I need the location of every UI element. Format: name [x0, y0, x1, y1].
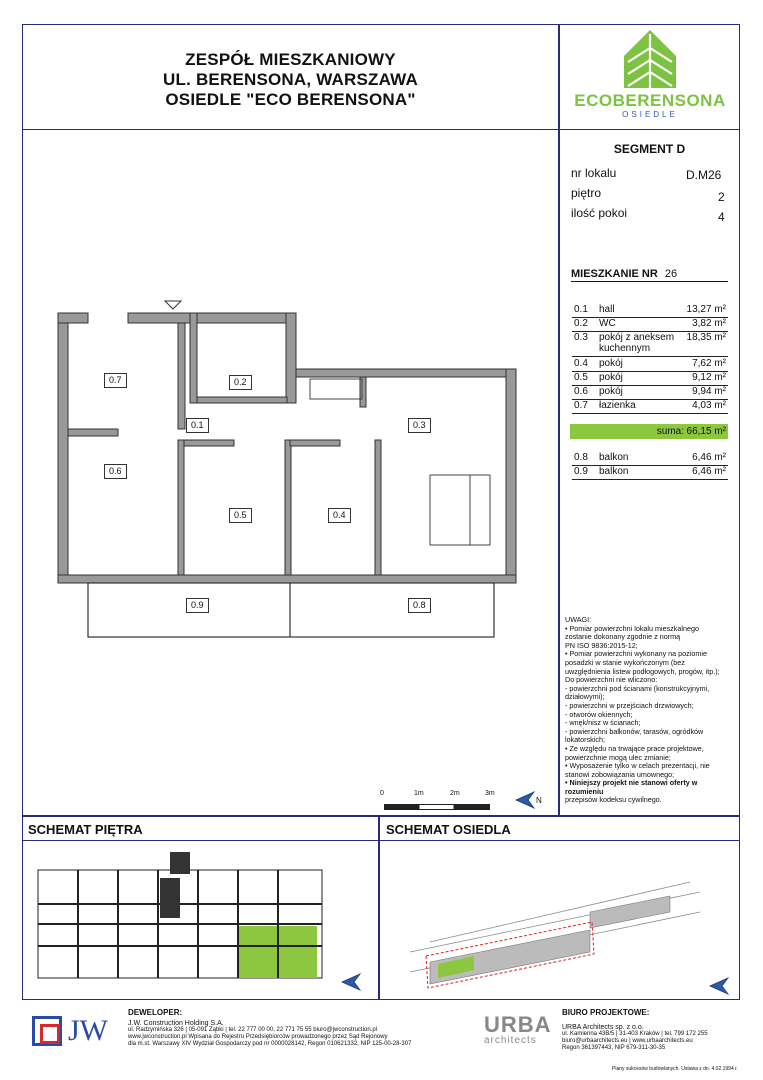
title-line-1: ZESPÓŁ MIESZKANIOWY — [185, 50, 396, 69]
room-area: 7,62 m² — [692, 358, 726, 369]
balcony-name: balkon — [599, 452, 629, 463]
office-label: BIURO PROJEKTOWE: — [562, 1008, 650, 1017]
field-floor-value: 2 — [718, 190, 725, 204]
title-line-2: UL. BERENSONA, WARSZAWA — [163, 70, 418, 89]
scale-tick-0: 0 — [380, 790, 384, 797]
notes-line: • Niniejszy projekt nie stanowi oferty w rozumieniu — [565, 778, 698, 796]
jw-logo-emblem — [32, 1016, 62, 1046]
page-title — [22, 50, 559, 110]
notes-line: - otworów okiennych; — [565, 709, 633, 719]
room-area: 18,35 m² — [686, 332, 726, 343]
notes-line: • Ze względu na trwające prace projektowe, — [565, 743, 704, 753]
room-area: 13,27 m² — [686, 304, 726, 315]
room-area: 3,82 m² — [692, 318, 726, 329]
room-label: 0.6 — [104, 464, 127, 479]
balcony-area: 6,46 m² — [692, 452, 726, 463]
notes-line: zostanie dokonany zgodnie z normą — [565, 632, 681, 642]
room-row — [572, 332, 728, 357]
office-info — [562, 1024, 752, 1052]
apartment-label: MIESZKANIE NR — [571, 268, 658, 280]
notes-line: przepisów kodeksu cywilnego. — [565, 795, 662, 805]
field-lot-label: nr lokalu — [571, 166, 617, 180]
room-area: 9,12 m² — [692, 372, 726, 383]
room-label: 0.1 — [186, 418, 209, 433]
scale-tick-3: 3m — [485, 790, 495, 797]
urba-logo-text: URBA — [484, 1012, 552, 1037]
room-number: 0.1 — [574, 304, 588, 315]
estate-schema — [390, 852, 730, 992]
scale-tick-2: 2m — [450, 790, 460, 797]
sum-value: 66,15 m² — [686, 426, 726, 437]
room-area: 4,03 m² — [692, 400, 726, 411]
notes-line: - wnęk/nisz w ścianach; — [565, 718, 641, 728]
leaf-icon — [566, 28, 734, 90]
developer-line: J.W. Construction Holding S.A. — [128, 1020, 224, 1027]
room-name: pokój — [599, 372, 623, 383]
notes-line: • Pomiar powierzchni wykonany na poziomie — [565, 649, 707, 659]
notes-line: Do powierzchni nie wliczono: — [565, 675, 658, 685]
urba-logo — [484, 1012, 554, 1046]
scale-bar — [382, 800, 492, 812]
room-row — [572, 318, 728, 332]
notes-line: lokatorskich; — [565, 735, 605, 745]
notes-line: stanowi zobowiązania umownego; — [565, 769, 675, 779]
notes-line: działowymi); — [565, 692, 605, 702]
room-label: 0.4 — [328, 508, 351, 523]
apartment-number: 26 — [664, 268, 678, 280]
room-number: 0.3 — [574, 332, 588, 343]
segment-title: SEGMENT D — [613, 142, 686, 156]
room-name: pokój — [599, 386, 623, 397]
developer-info — [128, 1020, 478, 1048]
room-label: 0.7 — [104, 373, 127, 388]
room-row — [572, 358, 728, 372]
balcony-number: 0.8 — [574, 452, 588, 463]
title-line-3: OSIEDLE "ECO BERENSONA" — [165, 90, 416, 109]
estate-schema-divider — [379, 840, 740, 841]
room-name: pokój z aneksem — [599, 332, 675, 343]
notes-line: • Pomiar powierzchni lokalu mieszkalnego — [565, 623, 699, 633]
eco-logo — [566, 28, 734, 126]
bottom-note: Plany sukcesów budowlanych. Ustawa z dn. 4.02.1994 r. — [612, 1066, 738, 1072]
floor-schema — [32, 848, 328, 988]
apartment-heading — [571, 268, 728, 282]
sum-bar — [570, 424, 728, 439]
room-area: 9,94 m² — [692, 386, 726, 397]
developer-label: DEWELOPER: — [128, 1008, 183, 1017]
notes-line: - powierzchni w przejściach drzwiowych; — [565, 700, 694, 710]
balcony-name: balkon — [599, 466, 629, 477]
notes-line: PN ISO 9836:2015-12; — [565, 640, 638, 650]
balcony-row — [572, 452, 728, 466]
notes-line: - powierzchni pod ścianami (konstrukcyjnymi, — [565, 683, 710, 693]
office-line: biuro@urbaarchitects.eu | www.urbaarchitects.eu — [562, 1038, 693, 1044]
developer-line: ul. Radzymińska 326 | 05-091 Ząbki | tel. 22 777 00 00, 22 771 75 55 biuro@jwconstruction.pl — [128, 1027, 378, 1033]
developer-line: dla m.st. Warszawy XIV Wydział Gospodarczy pod nr 0000028142, Regon 010621332, NIP 125-00-28-307 — [128, 1041, 412, 1047]
notes-line: • Wyposażenie tylko w celach prezentacji, nie — [565, 761, 710, 771]
logo-text: ECOBERENSONA — [574, 91, 726, 110]
room-number: 0.7 — [574, 400, 588, 411]
room-number: 0.2 — [574, 318, 588, 329]
jw-logo — [32, 1014, 110, 1050]
floor-schema-divider — [22, 840, 379, 841]
estate-schema-title: SCHEMAT OSIEDLA — [386, 822, 511, 837]
field-floor-label: piętro — [571, 186, 602, 200]
north-label: N — [536, 796, 542, 805]
room-name: WC — [599, 318, 616, 329]
room-label: 0.5 — [229, 508, 252, 523]
scale-tick-1: 1m — [414, 790, 424, 797]
north-arrow-icon — [340, 970, 370, 994]
room-row — [572, 304, 728, 318]
notes-line: posadzki w stanie wykończonym (bez — [565, 657, 685, 667]
notes-title: UWAGI: — [565, 615, 592, 624]
room-row — [572, 386, 728, 400]
notes-line: powierzchnie mogą ulec zmianie; — [565, 752, 671, 762]
entrance-marker — [165, 301, 181, 309]
room-number: 0.4 — [574, 358, 588, 369]
room-label: 0.2 — [229, 375, 252, 390]
notes-line: - powierzchni balkonów, tarasów, ogródków — [565, 726, 704, 736]
room-label: 0.3 — [408, 418, 431, 433]
room-label: 0.9 — [186, 598, 209, 613]
room-name: hall — [599, 304, 615, 315]
office-line: ul. Kamienna 43B/5 | 31-403 Kraków | tel. 799 172 255 — [562, 1031, 708, 1037]
room-label: 0.8 — [408, 598, 431, 613]
field-rooms-value: 4 — [718, 210, 725, 224]
balcony-number: 0.9 — [574, 466, 588, 477]
office-line: URBA Architects sp. z o.o. — [562, 1024, 644, 1031]
field-lot-value: D.M26 — [686, 168, 722, 182]
room-name-cont: kuchennym — [599, 343, 651, 354]
field-rooms-label: ilość pokoi — [571, 206, 628, 220]
north-arrow-icon — [708, 974, 738, 998]
developer-line: www.jwconstruction.pl Wpisana do Rejestru Przedsiębiorców prowadzonego przez Sąd Rejonowy — [128, 1034, 388, 1040]
notes-block — [565, 616, 737, 805]
jw-logo-text: JW — [68, 1014, 108, 1047]
balcony-row — [572, 466, 728, 480]
notes-line: uwzględnienia listew podłogowych, progów, itp.); — [565, 666, 720, 676]
room-row — [572, 400, 728, 414]
urba-logo-sub: architects — [484, 1035, 537, 1046]
sum-label: suma: — [656, 426, 684, 437]
balcony-area: 6,46 m² — [692, 466, 726, 477]
floor-schema-title: SCHEMAT PIĘTRA — [28, 822, 143, 837]
room-row — [572, 372, 728, 386]
room-number: 0.6 — [574, 386, 588, 397]
logo-subtext: OSIEDLE — [622, 110, 678, 119]
room-number: 0.5 — [574, 372, 588, 383]
room-name: pokój — [599, 358, 623, 369]
room-name: łazienka — [599, 400, 636, 411]
office-line: Regon 361397443, NIP 679-311-30-35 — [562, 1045, 666, 1051]
